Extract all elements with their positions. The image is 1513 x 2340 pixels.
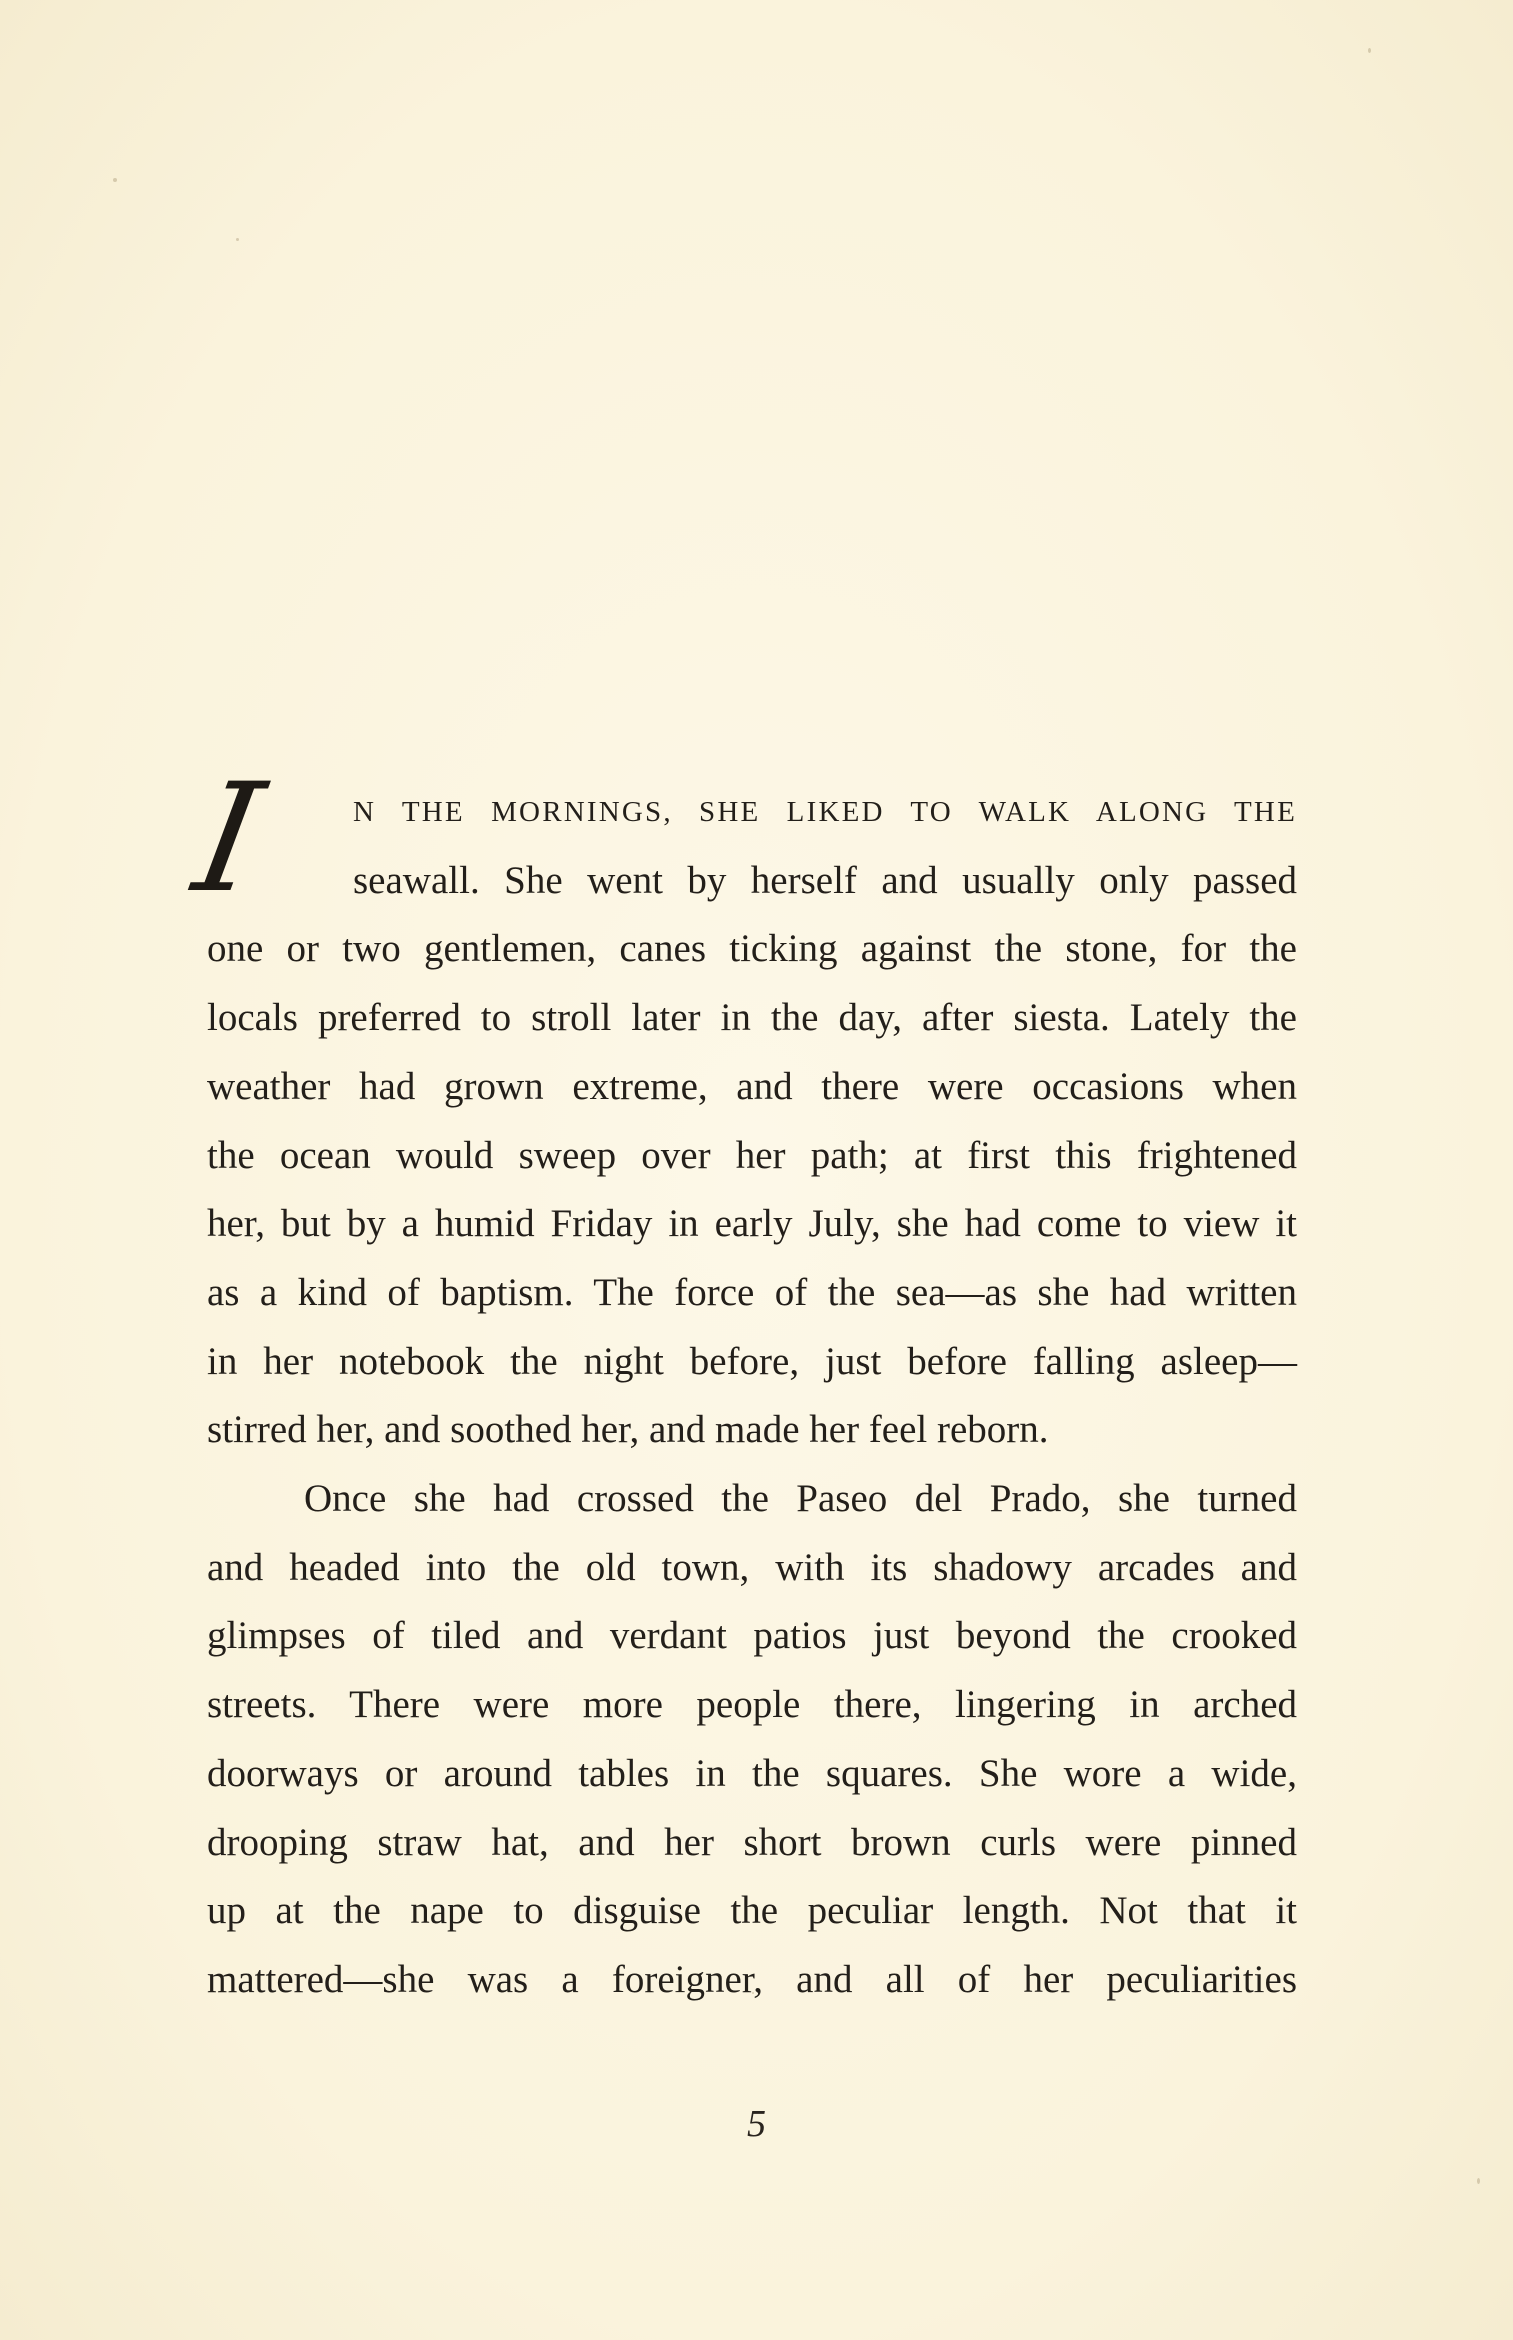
paragraph-line: her, but by a humid Friday in early July, she had come to view it bbox=[207, 1202, 1297, 1246]
paragraph-line: and headed into the old town, with its shadowy arcades and bbox=[207, 1545, 1297, 1589]
paragraph-line: as a kind of baptism. The force of the sea—as she had written bbox=[207, 1270, 1297, 1314]
drop-cap: I bbox=[183, 752, 274, 926]
paragraph-line: streets. There were more people there, lingering in arched bbox=[207, 1683, 1297, 1727]
opening-smallcaps: N THE MORNINGS, SHE LIKED TO WALK ALONG THE bbox=[353, 796, 1297, 828]
paragraph-line: doorways or around tables in the squares. She wore a wide, bbox=[207, 1751, 1297, 1795]
paragraph-line: in her notebook the night before, just before falling asleep— bbox=[207, 1339, 1297, 1383]
paragraph-line: locals preferred to stroll later in the day, after siesta. Lately the bbox=[207, 996, 1297, 1040]
page-number: 5 bbox=[747, 2103, 766, 2145]
paragraph-line: drooping straw hat, and her short brown curls were pinned bbox=[207, 1820, 1297, 1864]
paragraph-line: glimpses of tiled and verdant patios just beyond the crooked bbox=[207, 1614, 1297, 1658]
paragraph-line: weather had grown extreme, and there were occasions when bbox=[207, 1064, 1297, 1108]
paragraph-line: the ocean would sweep over her path; at first this frightened bbox=[207, 1133, 1297, 1177]
paragraph-line: mattered—she was a foreigner, and all of her peculiarities bbox=[207, 1957, 1297, 2001]
opening-line bbox=[207, 775, 1297, 847]
paragraph-line: Once she had crossed the Paseo del Prado, she turned bbox=[304, 1477, 1297, 1521]
paragraph-line: stirred her, and soothed her, and made her feel reborn. bbox=[207, 1408, 1049, 1452]
body-text bbox=[183, 752, 1297, 2015]
paper-speck bbox=[113, 178, 117, 182]
paper-speck bbox=[1368, 48, 1371, 53]
paper-speck bbox=[1477, 2178, 1480, 2184]
paper-speck bbox=[236, 238, 239, 241]
paragraph-line: seawall. She went by herself and usually only passed bbox=[353, 858, 1297, 902]
paragraph-line: up at the nape to disguise the peculiar length. Not that it bbox=[207, 1889, 1297, 1933]
paragraph-line: one or two gentlemen, canes ticking against the stone, for the bbox=[207, 927, 1297, 971]
